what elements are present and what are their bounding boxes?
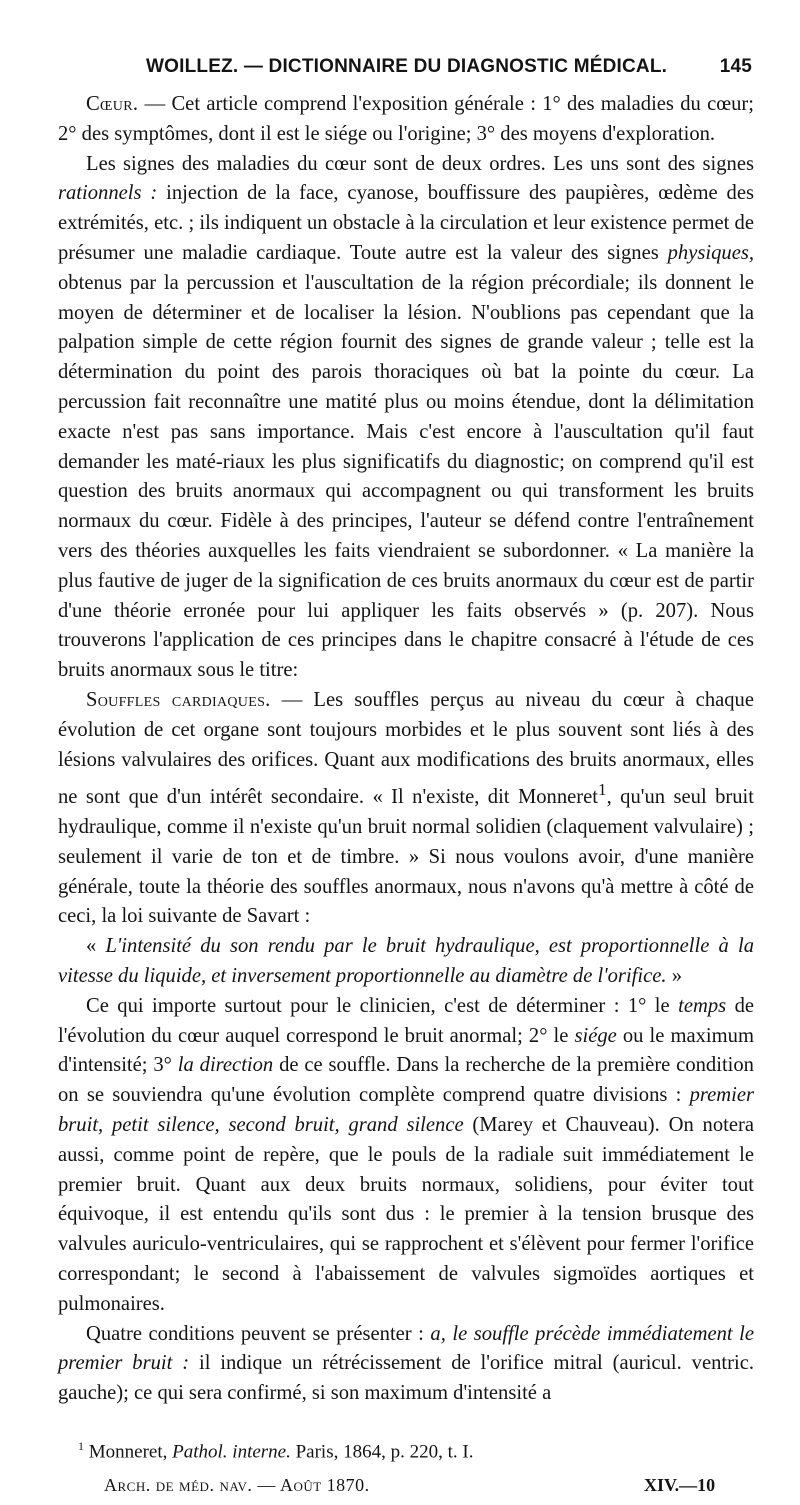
paragraph-signs	[58, 150, 754, 686]
running-title: WOILLEZ. — DICTIONNAIRE DU DIAGNOSTIC MÉDICAL.	[146, 56, 668, 77]
italic-quote: L'intensité du son rendu par le bruit hydraulique, est proportionnelle à la vitesse du liquide, et inversement proportionnelle au diamètre de l'orifice.	[58, 935, 754, 987]
paragraph-text: , qu'un seul bruit hydraulique, comme il n'existe qu'un bruit normal solidien (claquement valvulaire) ; seulement il varie de ton et de timbre. » Si nous voulons avoir, d'une manière générale, toute la théorie des souffles anormaux, nous n'avons qu'à mettre à côté de ceci, la loi suivante de Savart :	[58, 786, 754, 928]
italic-term: premier bruit, petit silence, second bruit, grand silence	[58, 1084, 754, 1136]
paragraph-four-conditions	[58, 1320, 754, 1409]
paragraph-text: Les signes des maladies du cœur sont de deux ordres. Les uns sont des signes	[86, 152, 754, 175]
paragraph-text: — Cet article comprend l'exposition générale : 1° des maladies du cœur; 2° des symptômes, dont il est le siége ou l'origine; 3° des moyens d'exploration.	[58, 93, 754, 145]
paragraph-text: de ce souffle. Dans la recherche de la première condition on se souviendra qu'une évolution complète comprend quatre divisions :	[58, 1054, 754, 1107]
italic-term: a, le souffle précède immédiatement le premier bruit :	[58, 1322, 754, 1375]
paragraph-savart-law	[58, 932, 754, 992]
footnote	[58, 1433, 754, 1465]
paragraph-text: obtenus par la percussion et l'auscultation de la région précordiale; ils donnent le moyen de déterminer et de localiser la lésion. N'oublions pas cependant que la palpation simple de cette région fournit des signes de grande valeur ; telle est la détermination du point des parois thoraciques où bat la pointe du cœur. La percussion fait reconnaître une matité plus ou moins étendue, dont la délimitation exacte n'est pas sans importance. Mais c'est encore à l'auscultation qu'il faut demander les maté-riaux les plus significatifs du diagnostic; on comprend qu'il est question des bruits anormaux qui accompagnent ou qui transforment les bruits normaux du cœur. Fidèle à des principes, l'auteur se défend contre l'entraînement vers des théories auxquelles les faits viendraient se subordonner. « La manière la plus fautive de juger de la signification de ces bruits anormaux du cœur est de partir d'une théorie erronée pour lui appliquer les faits observés » (p. 207). Nous trouverons l'application de ces principes dans le chapitre consacré à l'étude de ces bruits anormaux sous le titre:	[58, 271, 754, 682]
paragraph-clinician	[58, 992, 754, 1320]
journal-signature: Arch. de méd. nav. — Août 1870.	[104, 1475, 370, 1496]
paragraph-text: Quatre conditions peuvent se présenter :	[86, 1322, 431, 1345]
running-header	[58, 56, 754, 90]
paragraph-text: de l'évolution du cœur auquel correspond le bruit anormal; 2° le	[58, 994, 755, 1047]
article-body	[58, 90, 754, 1409]
section-heading-souffles: Souffles cardiaques.	[86, 688, 271, 711]
footnote-reference[interactable]: 1	[598, 780, 607, 800]
paragraph-text: — Les souffles perçus au niveau du cœur à chaque évolution de cet organe sont toujours morbides et le plus souvent sont liés à des lésions valvulaires des orifices. Quant aux modifications des bruits anormaux, elles ne sont que d'un intérêt secondaire. « Il n'existe, dit Monneret	[58, 688, 754, 809]
paragraph-intro	[58, 90, 754, 150]
paragraph-text: injection de la face, cyanose, bouffissure des paupières, œdème des extrémités, etc. ; ils indiquent un obstacle à la circulation et leur existence permet de présumer une maladie cardiaque. Toute autre est la valeur des signes	[58, 182, 755, 264]
paragraph-text: Ce qui importe surtout pour le clinicien, c'est de déterminer : 1° le	[86, 994, 679, 1017]
paragraph-souffles	[58, 686, 754, 932]
paragraph-text: ou le maximum d'intensité; 3°	[58, 1024, 754, 1077]
footnote-author: Monneret,	[84, 1441, 173, 1463]
paragraph-text: il indique un rétrécissement de l'orifice mitral (auricul. ventric. gauche); ce qui sera confirmé, si son maximum d'intensité a	[58, 1352, 754, 1405]
footnote-marker: 1	[78, 1438, 84, 1453]
page-number: 145	[719, 56, 752, 77]
italic-term: siége	[574, 1024, 617, 1047]
footnote-work: Pathol. interne.	[172, 1441, 291, 1463]
italic-term: la direction	[177, 1054, 274, 1077]
quote-mark: »	[666, 964, 682, 987]
footnote-citation: Paris, 1864, p. 220, t. I.	[290, 1441, 474, 1463]
italic-term: temps	[678, 994, 727, 1017]
paragraph-text: (Marey et Chauveau). On notera aussi, comme point de repère, que le pouls de la radiale suit immédiatement le premier bruit. Quant aux deux bruits normaux, solidiens, pour éviter tout équivoque, il est entendu qu'ils sont dus : le premier à la tension brusque des valvules auriculo-ventriculaires, qui se rapprochent et s'élèvent pour fermer l'orifice correspondant; le second à l'abaissement de valvules sigmoïdes aortiques et pulmonaires.	[58, 1113, 755, 1315]
page-footer	[58, 1475, 754, 1505]
italic-term: rationnels :	[58, 182, 158, 205]
quote-mark: «	[86, 935, 106, 958]
sheet-signature: XIV.—10	[644, 1475, 716, 1496]
italic-term: physiques,	[667, 241, 754, 264]
entry-heading-coeur: Cœur.	[86, 93, 139, 115]
